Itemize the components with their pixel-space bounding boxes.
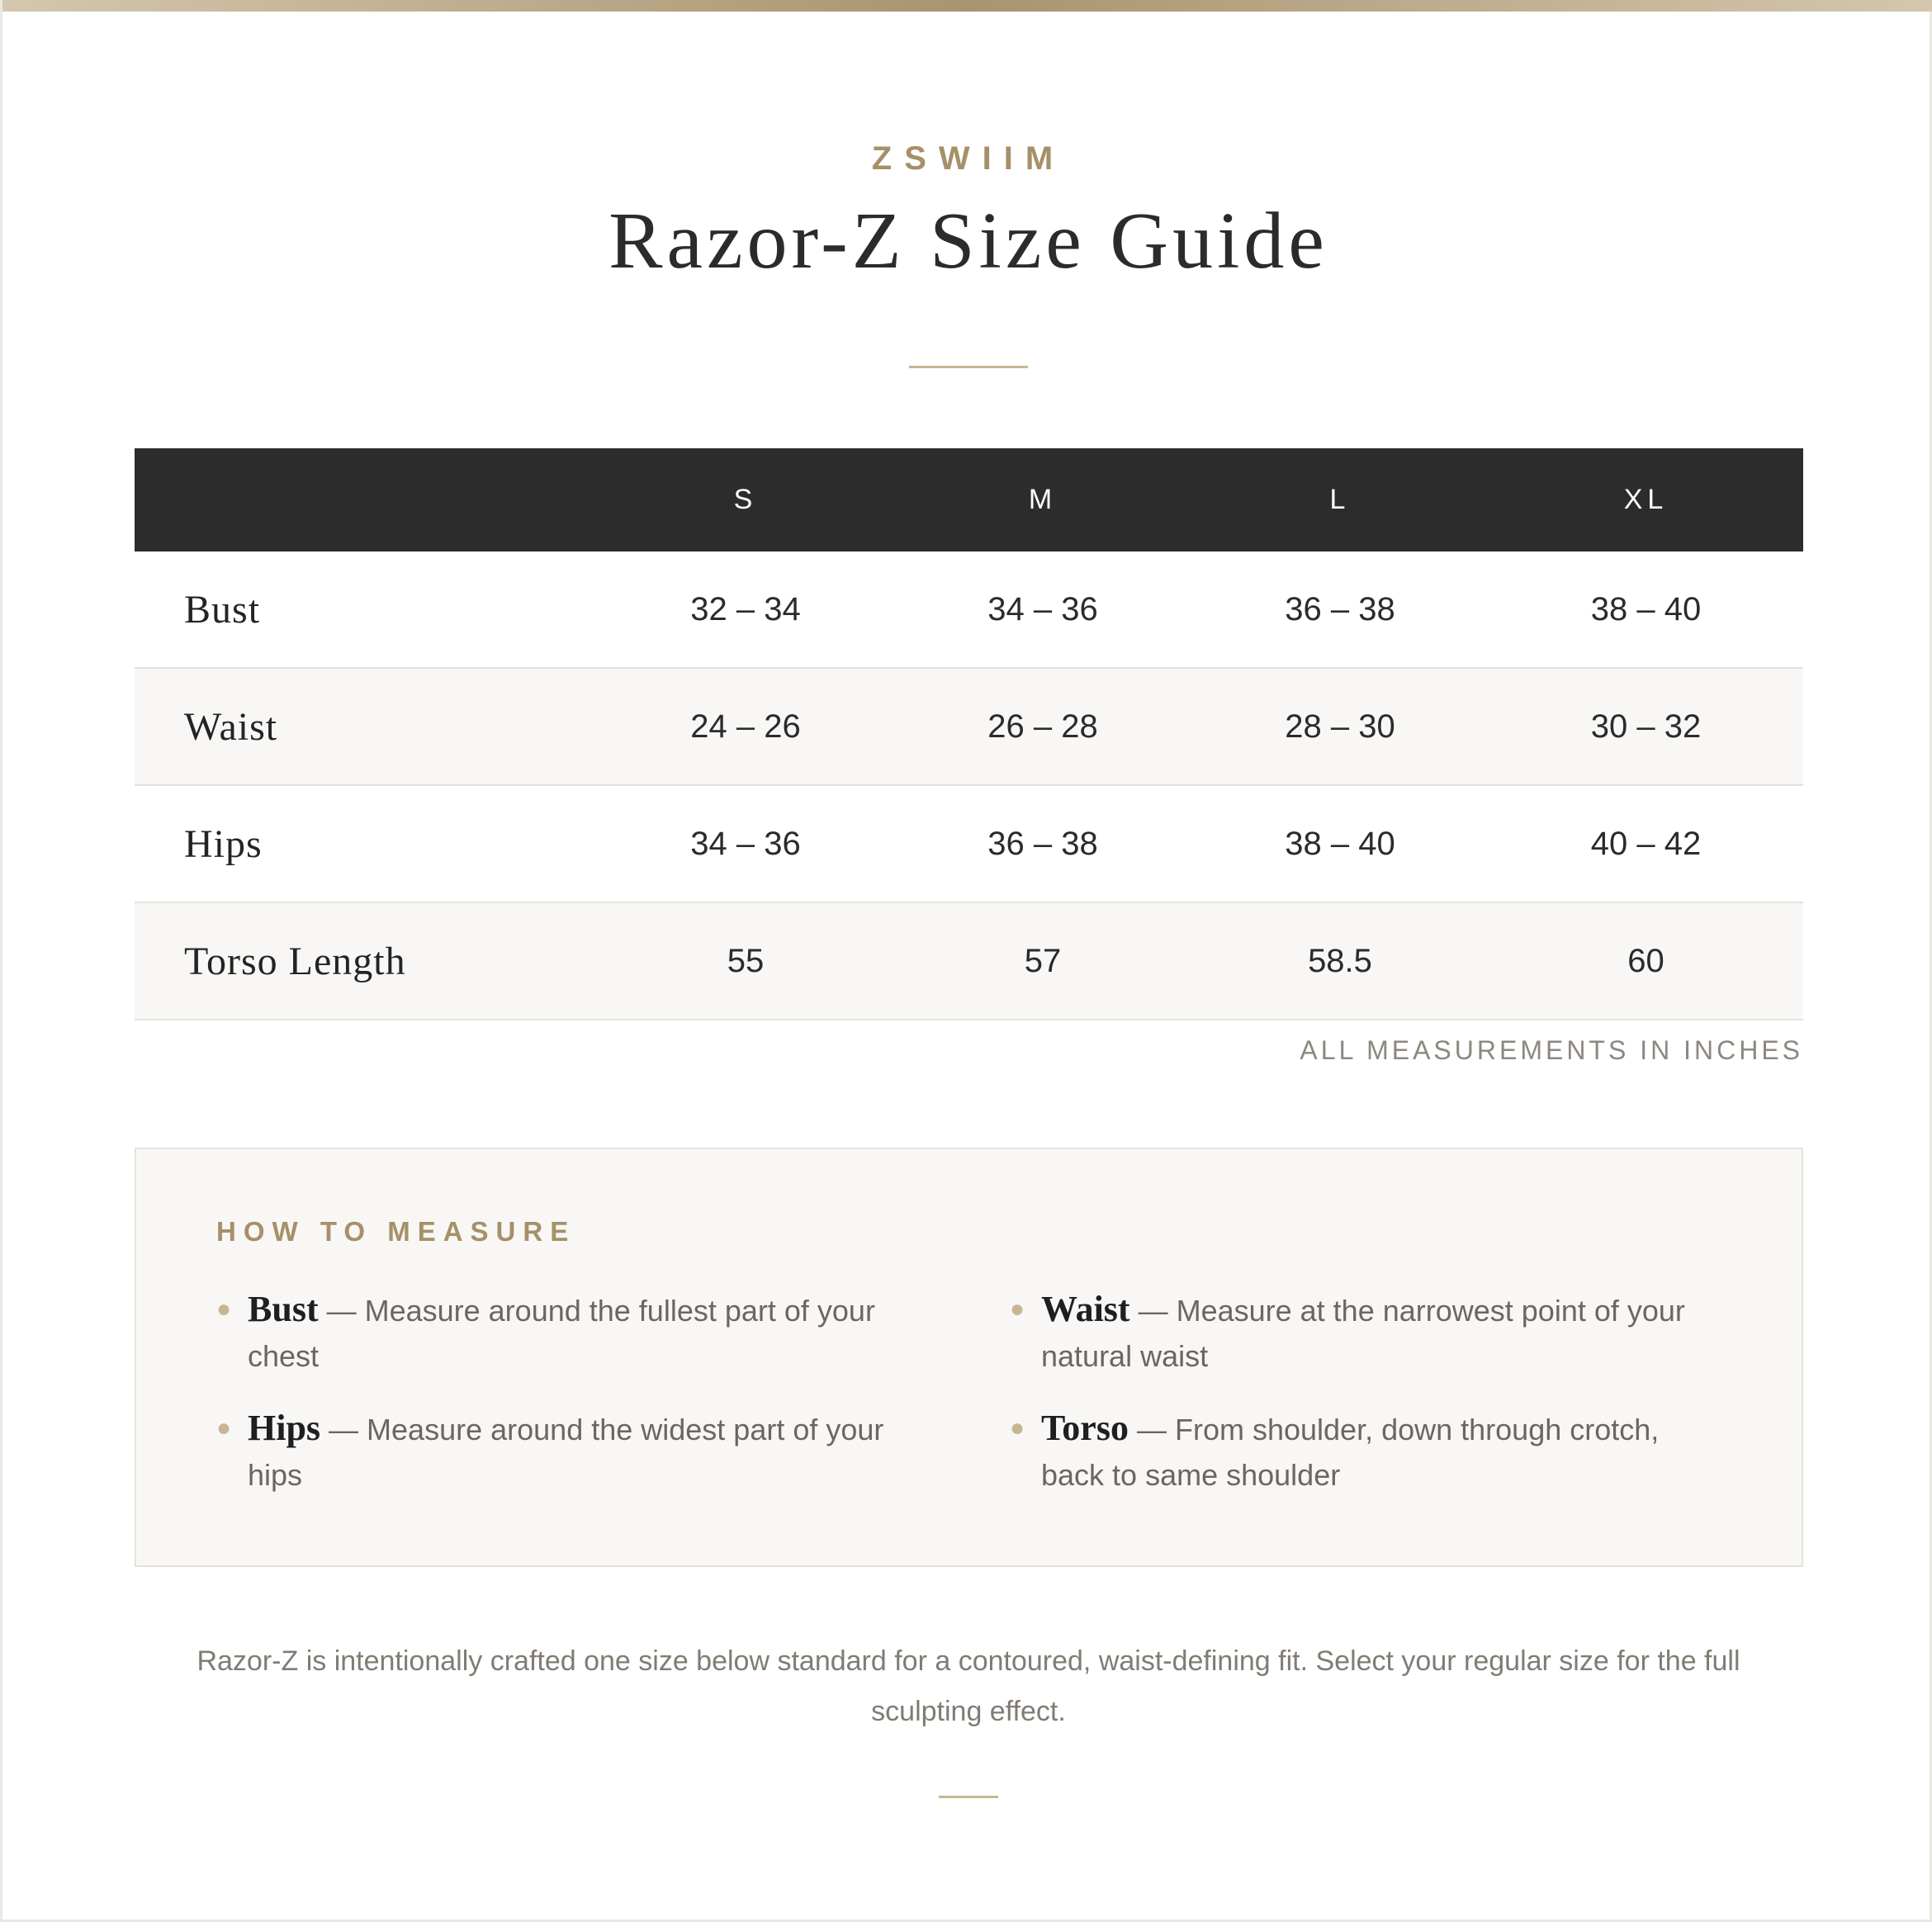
table-cell: 58.5	[1191, 902, 1489, 1020]
table-cell: 36 – 38	[1191, 552, 1489, 668]
tip-term: Hips	[248, 1408, 321, 1448]
table-header-row	[135, 448, 1803, 552]
table-cell: 38 – 40	[1191, 785, 1489, 902]
header-size-s: S	[597, 448, 894, 552]
top-accent-bar	[2, 0, 1932, 12]
table-cell: 36 – 38	[894, 785, 1191, 902]
how-to-measure-panel	[135, 1148, 1803, 1567]
page-title: Razor-Z Size Guide	[608, 196, 1328, 286]
tip-term: Bust	[248, 1289, 319, 1329]
tip-term: Torso	[1041, 1408, 1129, 1448]
table-cell: 32 – 34	[597, 552, 894, 668]
table-cell: 34 – 36	[597, 785, 894, 902]
table-cell: 24 – 26	[597, 668, 894, 785]
table-row-hips	[135, 785, 1803, 902]
table-cell: 38 – 40	[1489, 552, 1803, 668]
row-label: Waist	[135, 668, 597, 785]
table-cell: 40 – 42	[1489, 785, 1803, 902]
fit-note: Razor-Z is intentionally crafted one size below standard for a contoured, waist-defining fit. Select your regular size for the full sculpting effect.	[197, 1645, 1740, 1727]
table-cell: 30 – 32	[1489, 668, 1803, 785]
row-label: Bust	[135, 552, 597, 668]
table-cell: 57	[894, 902, 1191, 1020]
tip-text	[248, 1405, 908, 1498]
bullet-icon: ●	[1010, 1295, 1025, 1323]
table-cell: 28 – 30	[1191, 668, 1489, 785]
table-cell: 26 – 28	[894, 668, 1191, 785]
tip-description: — Measure around the fullest part of your chest	[248, 1294, 875, 1373]
size-table	[135, 448, 1803, 1020]
table-row-torso-length	[135, 902, 1803, 1020]
table-cell: 55	[597, 902, 894, 1020]
table-cell: 60	[1489, 902, 1803, 1020]
row-label: Torso Length	[135, 902, 597, 1020]
brand-name: ZSWIIM	[871, 140, 1066, 177]
header-size-l: L	[1191, 448, 1489, 552]
bullet-icon: ●	[216, 1414, 232, 1442]
header-size-xl: XL	[1489, 448, 1803, 552]
tip-text	[1041, 1405, 1702, 1498]
table-cell: 34 – 36	[894, 552, 1191, 668]
tip-text	[1041, 1286, 1702, 1379]
tip-description: — From shoulder, down through crotch, back to same shoulder	[1041, 1413, 1660, 1492]
bullet-icon: ●	[1010, 1414, 1025, 1442]
tip-description: — Measure around the widest part of your hips	[248, 1413, 884, 1492]
bullet-icon: ●	[216, 1295, 232, 1323]
header-measurement	[135, 448, 597, 552]
how-to-measure-heading: HOW TO MEASURE	[216, 1216, 576, 1247]
tip-description: — Measure at the narrowest point of your natural waist	[1041, 1294, 1685, 1373]
title-divider	[909, 366, 1028, 368]
tip-text	[248, 1286, 908, 1379]
header-size-m: M	[894, 448, 1191, 552]
unit-note: ALL MEASUREMENTS IN INCHES	[1300, 1035, 1803, 1065]
row-label: Hips	[135, 785, 597, 902]
table-row-bust	[135, 552, 1803, 668]
table-row-waist	[135, 668, 1803, 785]
footer-divider	[939, 1796, 998, 1798]
tip-term: Waist	[1041, 1289, 1130, 1329]
